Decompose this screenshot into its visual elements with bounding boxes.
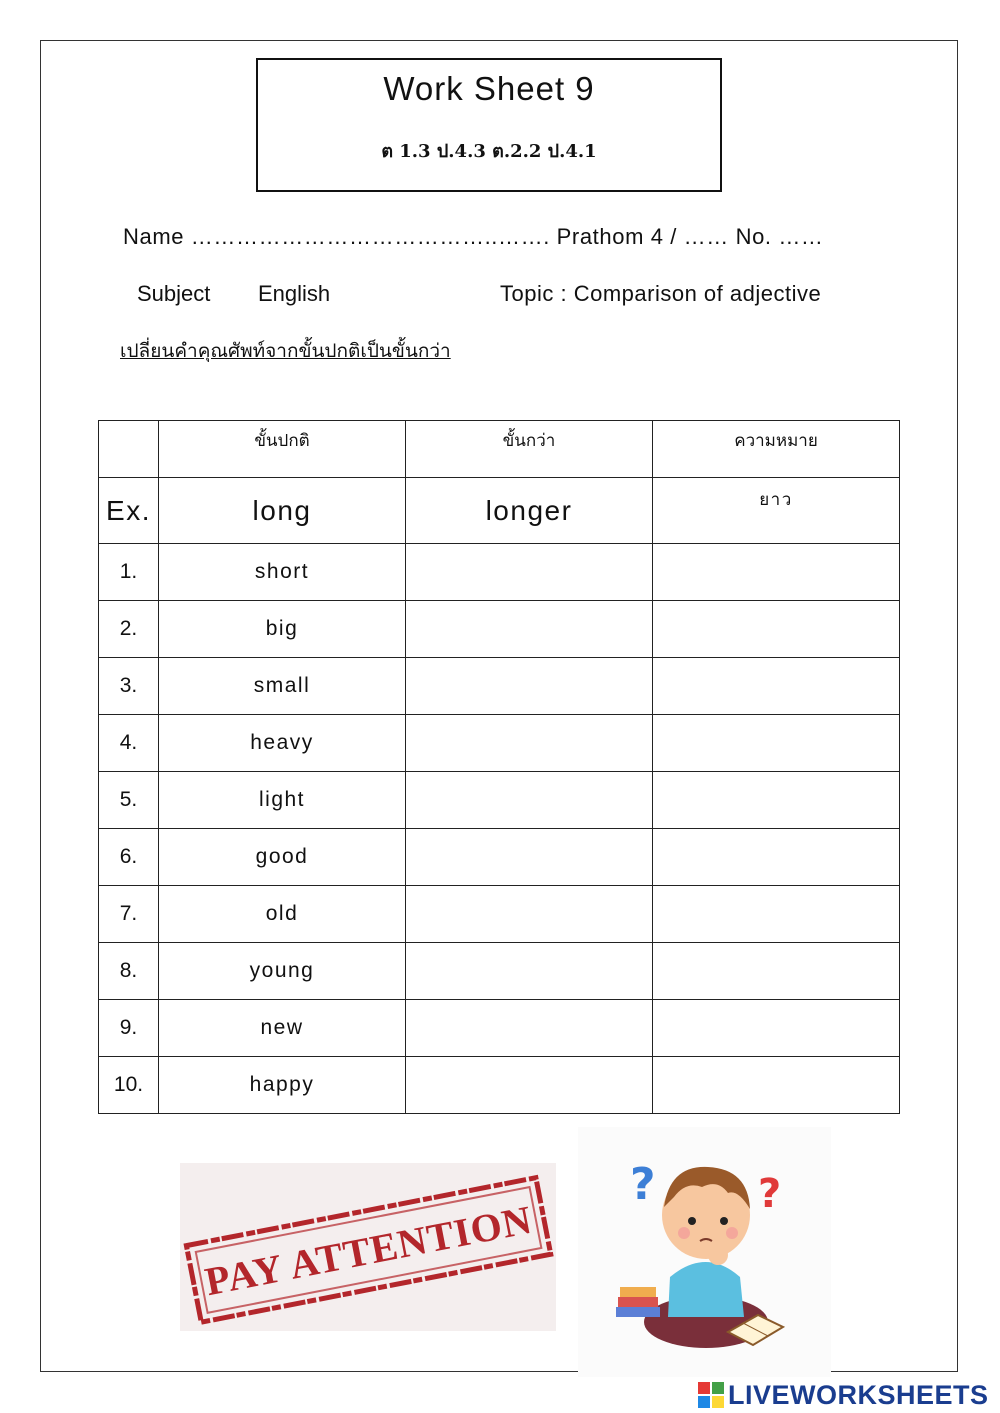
hand-shape (708, 1245, 728, 1265)
header-positive: ขั้นปกติ (159, 421, 406, 478)
comparative-answer-cell[interactable] (406, 829, 653, 886)
example-label: Ex. (99, 478, 159, 544)
row-number: 5. (99, 772, 159, 829)
meaning-answer-cell[interactable] (653, 658, 900, 715)
adjective-table (98, 420, 900, 1114)
row-word: small (159, 658, 406, 715)
comparative-answer-cell[interactable] (406, 1057, 653, 1114)
stamp-graphic (180, 1163, 556, 1331)
header-meaning: ความหมาย (653, 421, 900, 478)
cheek-shape (678, 1227, 690, 1239)
meaning-answer-cell[interactable] (653, 1057, 900, 1114)
row-word: big (159, 601, 406, 658)
row-number: 6. (99, 829, 159, 886)
book-icon (618, 1297, 658, 1307)
comparative-answer-cell[interactable] (406, 886, 653, 943)
comparative-answer-cell[interactable] (406, 772, 653, 829)
table-row (99, 1000, 900, 1057)
meaning-answer-cell[interactable] (653, 1000, 900, 1057)
stamp-text: PAY ATTENTION (201, 1196, 536, 1305)
pay-attention-stamp (180, 1163, 556, 1331)
cheek-shape (726, 1227, 738, 1239)
example-comparative: longer (406, 478, 653, 544)
example-positive: long (159, 478, 406, 544)
row-word: good (159, 829, 406, 886)
meaning-answer-cell[interactable] (653, 544, 900, 601)
comparative-answer-cell[interactable] (406, 1000, 653, 1057)
brand-name: LIVEWORKSHEETS (728, 1379, 989, 1410)
row-word: young (159, 943, 406, 1000)
row-number: 10. (99, 1057, 159, 1114)
topic: Topic : Comparison of adjective (500, 281, 822, 306)
row-number: 1. (99, 544, 159, 601)
row-word: heavy (159, 715, 406, 772)
table-row (99, 772, 900, 829)
row-word: happy (159, 1057, 406, 1114)
worksheet-title: Work Sheet 9 (383, 70, 595, 107)
example-meaning: ยาว (653, 478, 900, 544)
comparative-answer-cell[interactable] (406, 601, 653, 658)
book-icon (620, 1287, 656, 1297)
comparative-answer-cell[interactable] (406, 658, 653, 715)
table-row (99, 1057, 900, 1114)
row-word: new (159, 1000, 406, 1057)
header-comparative: ขั้นกว่า (406, 421, 653, 478)
comparative-answer-cell[interactable] (406, 943, 653, 1000)
table-row (99, 601, 900, 658)
boy-graphic (578, 1127, 831, 1377)
shirt-shape (668, 1262, 744, 1317)
book-icon (616, 1307, 660, 1317)
table-row (99, 715, 900, 772)
meaning-answer-cell[interactable] (653, 601, 900, 658)
meaning-answer-cell[interactable] (653, 829, 900, 886)
eye-icon (720, 1217, 728, 1225)
meaning-answer-cell[interactable] (653, 715, 900, 772)
question-mark-icon: ? (630, 1159, 656, 1210)
meaning-answer-cell[interactable] (653, 886, 900, 943)
table-header-row (99, 421, 900, 478)
example-row (99, 478, 900, 544)
logo-icon (698, 1382, 724, 1408)
comparative-answer-cell[interactable] (406, 715, 653, 772)
row-number: 4. (99, 715, 159, 772)
row-word: light (159, 772, 406, 829)
name-line[interactable]: Name …………………………………..……. Prathom 4 / …… No. …… (123, 224, 824, 249)
comparative-answer-cell[interactable] (406, 544, 653, 601)
row-word: short (159, 544, 406, 601)
table-row (99, 829, 900, 886)
eye-icon (688, 1217, 696, 1225)
thinking-boy-illustration (578, 1127, 831, 1377)
row-number: 3. (99, 658, 159, 715)
table-row (99, 886, 900, 943)
table-row (99, 544, 900, 601)
meaning-answer-cell[interactable] (653, 943, 900, 1000)
curriculum-codes: ต 1.3 ป.4.3 ต.2.2 ป.4.1 (381, 141, 597, 162)
table-row (99, 943, 900, 1000)
question-mark-icon: ? (758, 1171, 782, 1217)
instruction: เปลี่ยนคำคุณศัพท์จากขั้นปกติเป็นขั้นกว่า (120, 340, 451, 362)
row-number: 9. (99, 1000, 159, 1057)
row-word: old (159, 886, 406, 943)
header-empty (99, 421, 159, 478)
title-box (256, 58, 722, 192)
row-number: 7. (99, 886, 159, 943)
table-row (99, 658, 900, 715)
row-number: 8. (99, 943, 159, 1000)
liveworksheets-logo[interactable] (698, 1380, 989, 1410)
row-number: 2. (99, 601, 159, 658)
meaning-answer-cell[interactable] (653, 772, 900, 829)
subject-label: Subject (137, 281, 211, 306)
subject-value: English (258, 281, 331, 306)
